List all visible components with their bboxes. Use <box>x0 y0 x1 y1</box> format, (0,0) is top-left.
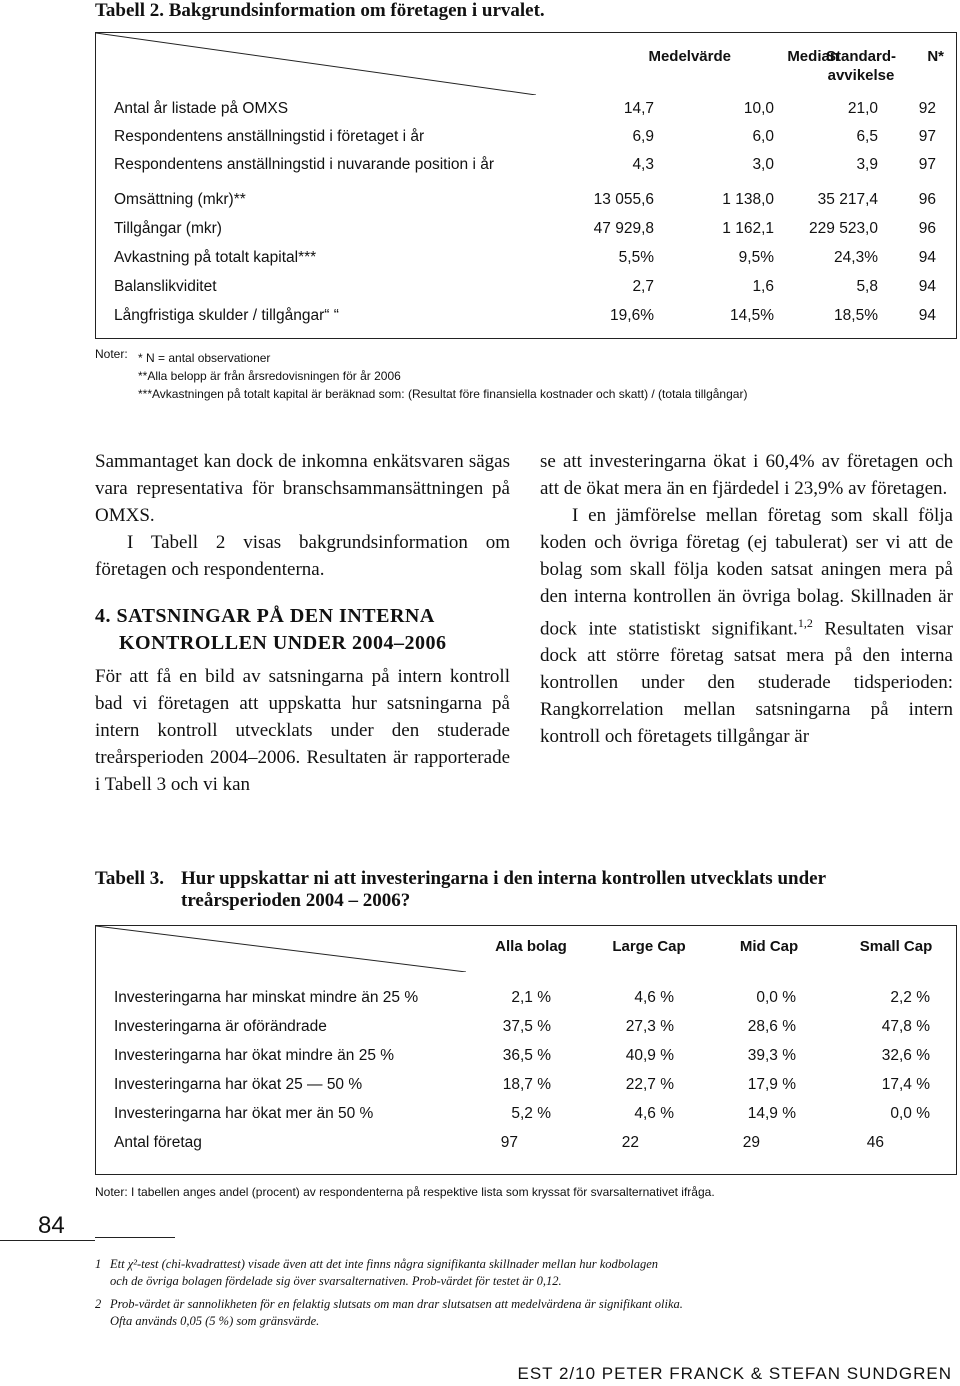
row-label: Investeringarna är oförändrade <box>114 1018 327 1035</box>
left-column <box>95 448 510 798</box>
table3-title <box>181 868 951 912</box>
row-label: Respondentens anställningstid i nuvarande position i år <box>114 156 494 173</box>
footnote-2 <box>95 1296 955 1330</box>
cell-mid: 17,9 % <box>747 1076 796 1093</box>
cell-small: 0,0 % <box>890 1105 930 1122</box>
table2-notes <box>138 349 948 403</box>
row-label: Investeringarna har ökat mindre än 25 % <box>114 1047 395 1064</box>
cell-median: 14,5% <box>730 307 774 324</box>
paragraph: Sammantaget kan dock de inkomna enkätsvaren sägas vara representativa för branschsammansättningen på OMXS. <box>95 451 510 526</box>
row-label: Antal företag <box>114 1134 202 1151</box>
table3-title-prefix: Tabell 3. <box>95 868 164 889</box>
table2-row <box>114 302 936 330</box>
cell-n: 94 <box>918 307 936 324</box>
footnote-line: Prob-värdet är sannolikheten för en felaktig slutsats om man drar slutsatsen att medelvärdena är signifikant olika. <box>110 1297 683 1311</box>
cell-large: 22,7 % <box>625 1076 674 1093</box>
note-line: ***Avkastningen på totalt kapital är beräknad som: (Resultat före finansiella kostnader och skatt) / (totala tillgångar) <box>138 387 748 401</box>
cell-alla: 36,5 % <box>502 1047 551 1064</box>
cell-large: 22 <box>621 1134 639 1151</box>
cell-alla: 2,1 % <box>511 989 551 1006</box>
header-n: N* <box>927 48 944 65</box>
cell-mean: 6,9 <box>632 128 654 145</box>
table2-row <box>114 244 936 272</box>
cell-small: 32,6 % <box>881 1047 930 1064</box>
footnote-number: 1 <box>95 1257 102 1271</box>
table3-title-line2: treårsperioden 2004 – 2006? <box>181 890 411 911</box>
cell-mid: 39,3 % <box>747 1047 796 1064</box>
footnote-number: 2 <box>95 1297 102 1311</box>
header-std-line1: Standard- <box>825 48 896 65</box>
cell-mean: 5,5% <box>618 249 654 266</box>
section-heading <box>95 603 510 657</box>
cell-mid: 0,0 % <box>756 989 796 1006</box>
cell-median: 9,5% <box>738 249 774 266</box>
footnote-line: och de övriga bolagen fördelade sig över svarsalternativen. Prob-värdet för testet är 0,12. <box>110 1274 562 1288</box>
header-large-cap: Large Cap <box>612 938 686 955</box>
row-label: Avkastning på totalt kapital*** <box>114 249 317 266</box>
row-label: Balanslikviditet <box>114 278 217 295</box>
cell-std: 21,0 <box>847 100 878 117</box>
header-medelvarde: Medelvärde <box>648 48 731 65</box>
cell-mean: 2,7 <box>632 278 654 295</box>
cell-large: 4,6 % <box>634 989 674 1006</box>
table2-row <box>114 123 936 151</box>
cell-large: 27,3 % <box>625 1018 674 1035</box>
cell-median: 1 138,0 <box>722 191 774 208</box>
cell-median: 6,0 <box>752 128 774 145</box>
cell-small: 2,2 % <box>890 989 930 1006</box>
cell-large: 4,6 % <box>634 1105 674 1122</box>
row-label: Investeringarna har ökat mer än 50 % <box>114 1105 374 1122</box>
footnote-line: Ett χ²-test (chi-kvadrattest) visade även att det inte finns några signifikanta skillnader mellan hur kodbolagen <box>110 1257 659 1271</box>
table3-note: Noter: I tabellen anges andel (procent) av respondenterna på respektive lista som kryssat för svarsalternativet ifråga. <box>95 1185 715 1199</box>
table2 <box>95 32 957 339</box>
table2-diagonal-line <box>96 33 536 95</box>
paragraph <box>540 502 953 750</box>
cell-median: 1 162,1 <box>722 220 774 237</box>
table3-row <box>114 1041 936 1070</box>
cell-median: 3,0 <box>752 156 774 173</box>
cell-large: 40,9 % <box>625 1047 674 1064</box>
cell-small: 47,8 % <box>881 1018 930 1035</box>
cell-median: 1,6 <box>752 278 774 295</box>
cell-mid: 14,9 % <box>747 1105 796 1122</box>
note-line: **Alla belopp är från årsredovisningen för år 2006 <box>138 369 401 383</box>
header-alla-bolag: Alla bolag <box>495 938 567 955</box>
row-label: Investeringarna har minskat mindre än 25 % <box>114 989 419 1006</box>
cell-n: 94 <box>918 249 936 266</box>
cell-n: 92 <box>918 100 936 117</box>
cell-mean: 4,3 <box>632 156 654 173</box>
cell-small: 46 <box>866 1134 884 1151</box>
section-heading-line1: 4. SATSNINGAR PÅ DEN INTERNA <box>95 605 435 627</box>
cell-std: 6,5 <box>856 128 878 145</box>
section-heading-line2: KONTROLLEN UNDER 2004–2006 <box>119 632 447 654</box>
table2-notes-label: Noter: <box>95 347 128 361</box>
cell-std: 35 217,4 <box>817 191 878 208</box>
cell-std: 229 523,0 <box>809 220 878 237</box>
table3-diagonal-line <box>96 926 466 972</box>
header-standardavvikelse <box>826 47 896 85</box>
table2-row <box>114 273 936 301</box>
cell-alla: 5,2 % <box>511 1105 551 1122</box>
cell-alla: 97 <box>500 1134 518 1151</box>
table3-row <box>114 1099 936 1128</box>
footnote-line: Ofta används 0,05 (5 %) som gränsvärde. <box>110 1314 320 1328</box>
note-line: * N = antal observationer <box>138 351 271 365</box>
header-mid-cap: Mid Cap <box>739 938 799 955</box>
cell-n: 97 <box>918 128 936 145</box>
footnote-1 <box>95 1256 955 1290</box>
table3-row <box>114 1128 936 1157</box>
row-label: Investeringarna har ökat 25 — 50 % <box>114 1076 363 1093</box>
table2-row <box>114 215 936 243</box>
cell-std: 5,8 <box>856 278 878 295</box>
header-std-line2: avvikelse <box>827 67 895 84</box>
cell-n: 96 <box>918 220 936 237</box>
cell-alla: 37,5 % <box>502 1018 551 1035</box>
table3-row <box>114 983 936 1012</box>
cell-std: 18,5% <box>834 307 878 324</box>
cell-mid: 28,6 % <box>747 1018 796 1035</box>
page-number: 84 <box>38 1212 65 1239</box>
footnote-rule <box>95 1237 175 1238</box>
cell-std: 24,3% <box>834 249 878 266</box>
cell-mean: 19,6% <box>610 307 654 324</box>
row-label: Antal år listade på OMXS <box>114 100 289 117</box>
row-label: Långfristiga skulder / tillgångar“ “ <box>114 307 339 324</box>
cell-median: 10,0 <box>743 100 774 117</box>
table3-row <box>114 1012 936 1041</box>
cell-mean: 13 055,6 <box>593 191 654 208</box>
page-number-rule <box>0 1240 95 1241</box>
paragraph: se att investeringarna ökat i 60,4% av företagen och att de ökat mera än en fjärdedel i 23,9% av företagen. <box>540 451 953 499</box>
table3-row <box>114 1070 936 1099</box>
right-column <box>540 448 953 750</box>
cell-mid: 29 <box>742 1134 760 1151</box>
row-label: Omsättning (mkr)** <box>114 191 246 208</box>
table3-title-line1: Hur uppskattar ni att investeringarna i den interna kontrollen utvecklats under <box>181 868 827 889</box>
cell-alla: 18,7 % <box>502 1076 551 1093</box>
cell-mean: 14,7 <box>623 100 654 117</box>
table3 <box>95 925 957 1175</box>
cell-n: 97 <box>918 156 936 173</box>
table2-row <box>114 151 936 179</box>
running-footer: EST 2/10 PETER FRANCK & STEFAN SUNDGREN <box>517 1364 952 1383</box>
footnote-ref: 1,2 <box>797 616 813 630</box>
cell-small: 17,4 % <box>881 1076 930 1093</box>
table2-title: Tabell 2. Bakgrundsinformation om företagen i urvalet. <box>95 0 545 21</box>
paragraph: I Tabell 2 visas bakgrundsinformation om företagen och respondenterna. <box>95 532 510 580</box>
header-median: Median <box>787 48 839 65</box>
cell-mean: 47 929,8 <box>593 220 654 237</box>
cell-n: 96 <box>918 191 936 208</box>
header-small-cap: Small Cap <box>859 938 933 955</box>
table2-row <box>114 95 936 123</box>
paragraph-part: Resultaten visar dock att större företag satsat mera på den interna kontrollen under den studerade tidsperioden: Rangkorrelation mellan satsningarna på intern kontroll och företagets tillgångar är <box>540 618 953 748</box>
table2-row <box>114 186 936 214</box>
row-label: Tillgångar (mkr) <box>114 220 222 237</box>
cell-std: 3,9 <box>856 156 878 173</box>
paragraph: För att få en bild av satsningarna på intern kontroll bad vi företagen att uppskatta hur satsningarna på intern kontroll utvecklats under den studerade treårsperioden 2004–2006. Resultaten är rapporterade i Tabell 3 och vi kan <box>95 666 510 795</box>
paragraph-part: I en jämförelse mellan företag som skall följa koden och övriga företag (ej tabulerat) ser vi att de bolag som skall följa koden satsat aningen mera på den interna kontrollen än övriga bolag. Skillnaden är dock inte statistiskt signifikant. <box>540 505 953 640</box>
cell-n: 94 <box>918 278 936 295</box>
row-label: Respondentens anställningstid i företaget i år <box>114 128 425 145</box>
